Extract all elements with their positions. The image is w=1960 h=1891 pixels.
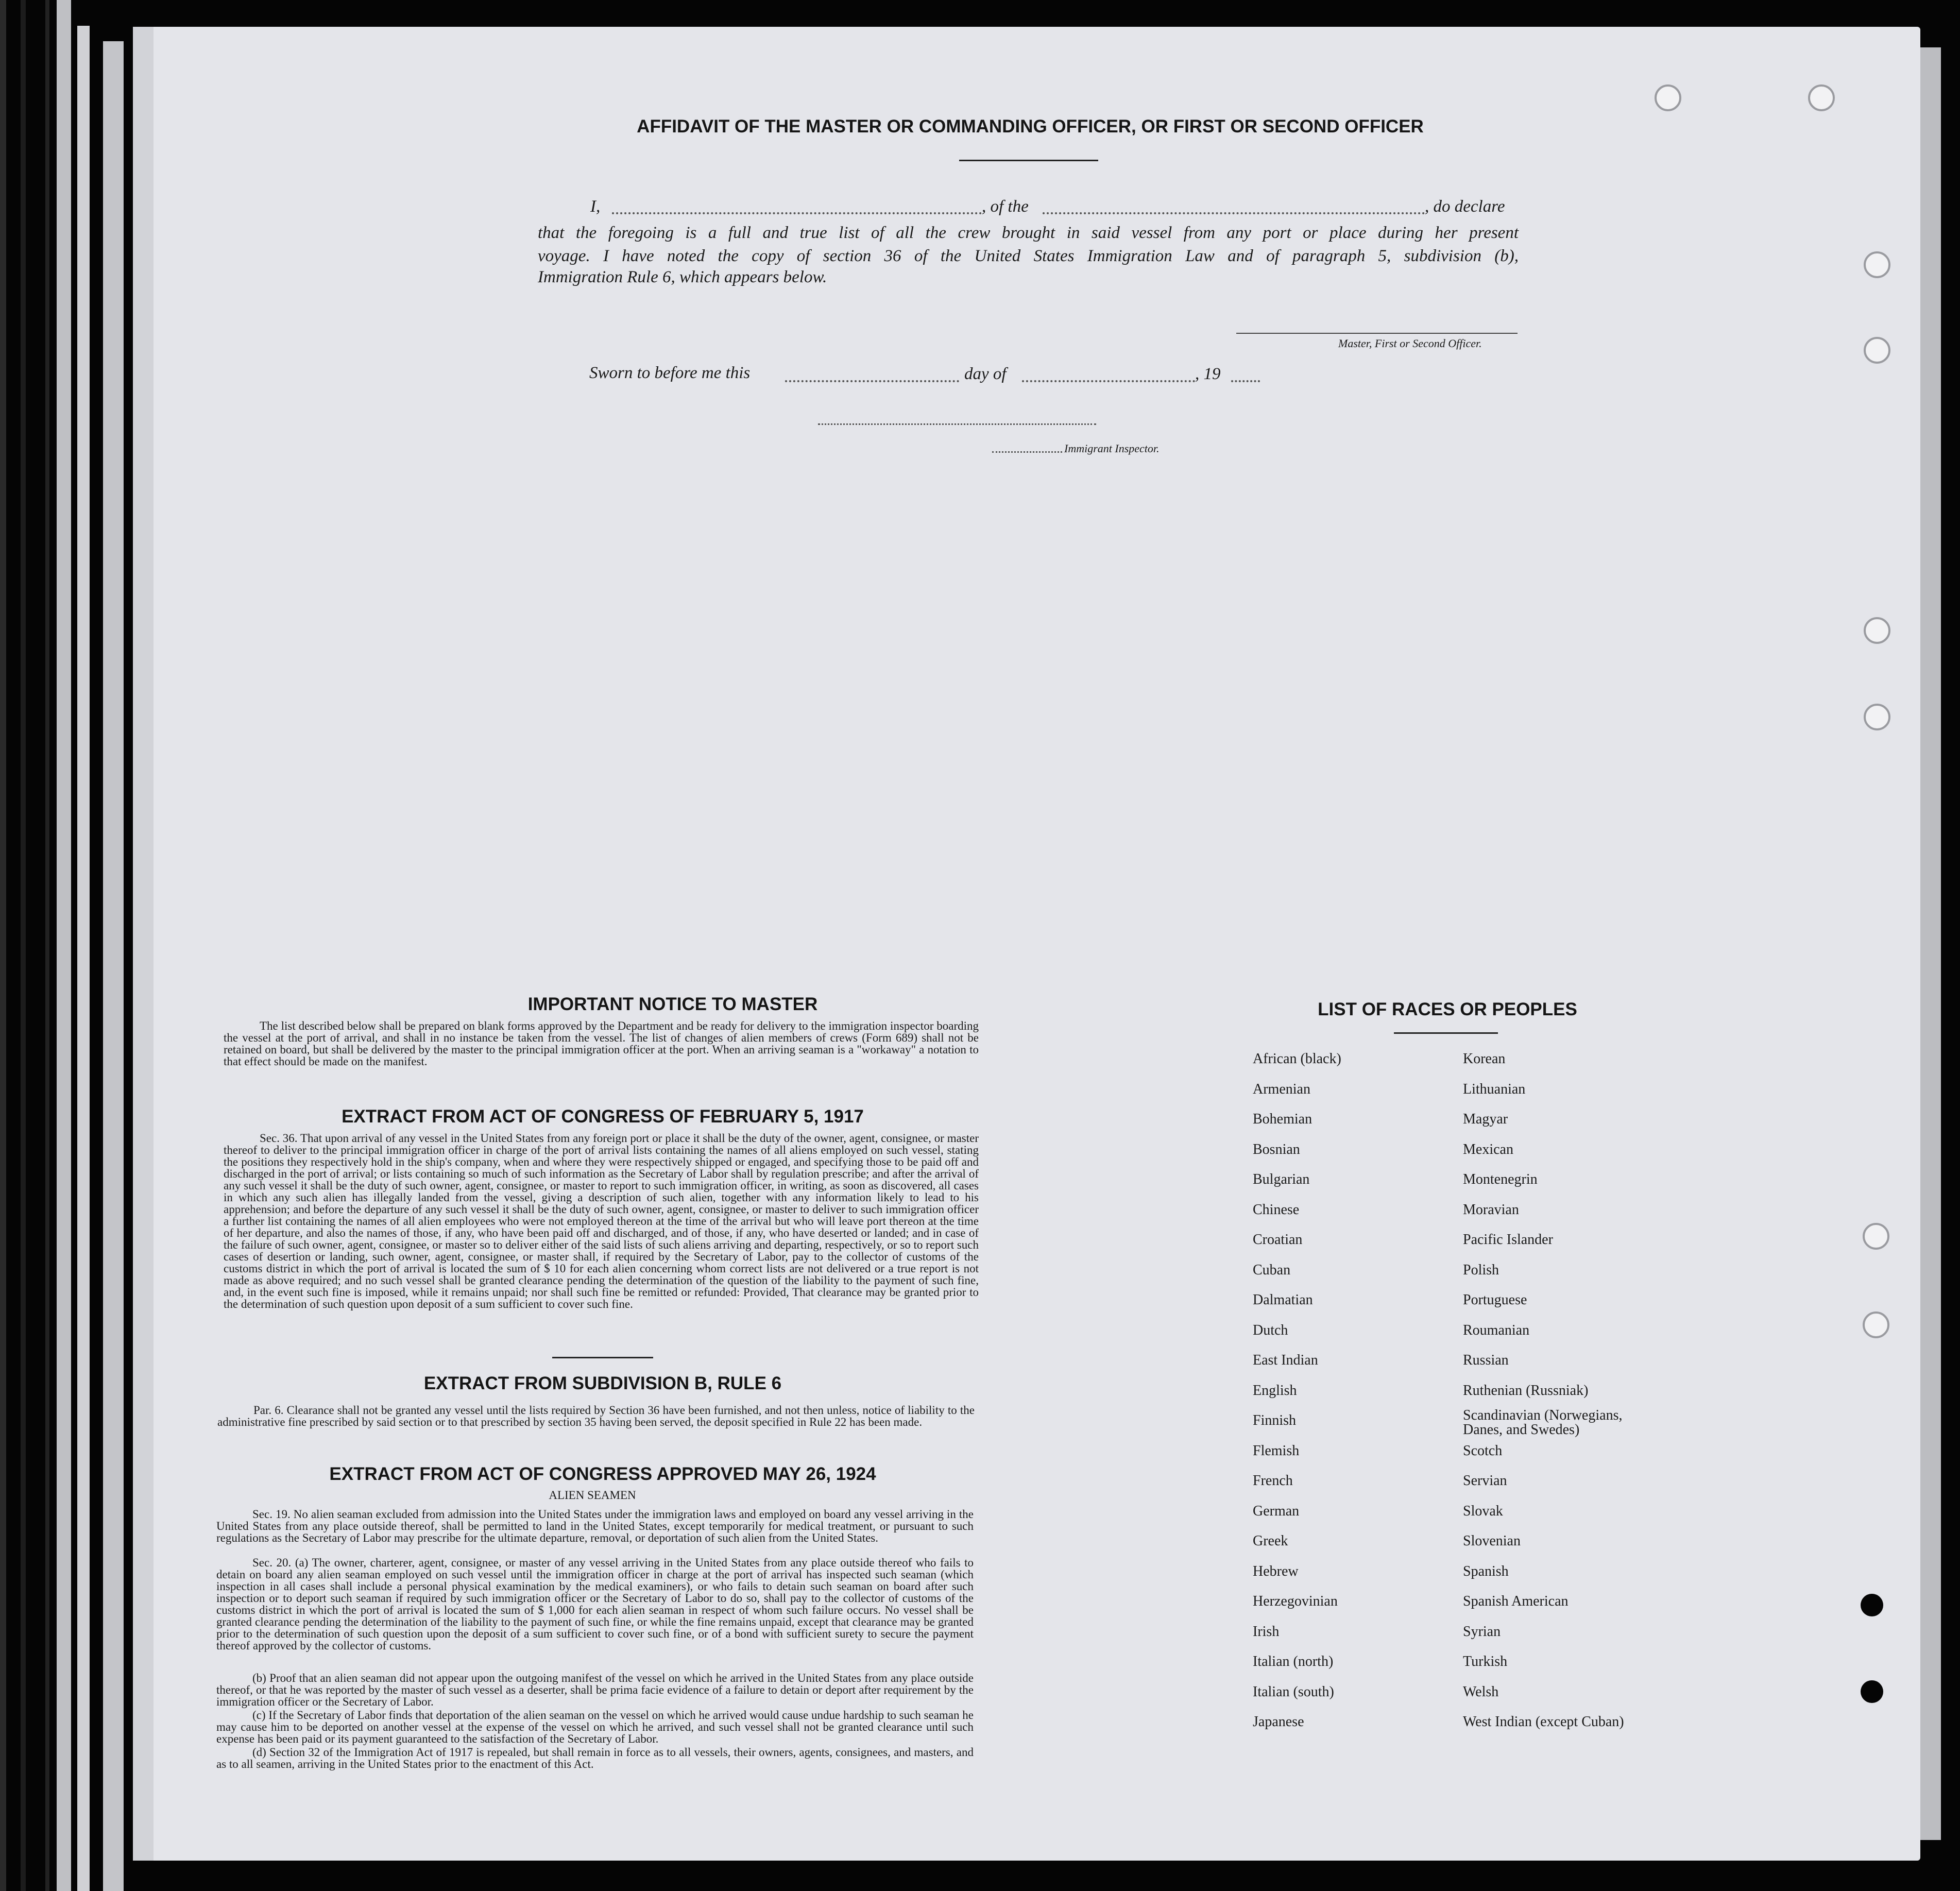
- notice-title: IMPORTANT NOTICE TO MASTER: [527, 994, 818, 1014]
- race-entry: Herzegovinian: [1253, 1593, 1338, 1609]
- race-entry: Croatian: [1253, 1232, 1303, 1248]
- punch-hole-icon: [1864, 704, 1890, 730]
- affidavit-title: AFFIDAVIT OF THE MASTER OR COMMANDING OFFICER, OR FIRST OR SECOND OFFICER: [637, 116, 1424, 137]
- sworn-label: Sworn to before me this: [589, 364, 751, 382]
- affidavit-text-line: Immigration Rule 6, which appears below.: [538, 268, 827, 286]
- section-divider: [552, 1357, 653, 1358]
- affidavit-text-line: that the foregoing is a full and true list of all the crew brought in said vessel from any port or place during her present: [538, 224, 1519, 242]
- extract-1924-sec20a: Sec. 20. (a) The owner, charterer, agent, consignee, or master of any vessel arriving in the United States from any place outside thereof who fails to detain on board any alien seaman employed on such vessel until the immigration officer in charge at the port of arrival has inspected such seaman (which inspection in all cases shall include a personal physical examination by the medical examiners), or who fails to detain such seaman on board after such inspection or to deport such seaman if required by such immigration officer or the Secretary of Labor to do so, shall pay to the collector of customs of the customs district in which the port of arrival is located the sum of $ 1,000 for each alien seaman in respect of whom such failure occurs. No vessel shall be granted clearance pending the determination of the liability to the payment of such fine, or while the fine remains unpaid, except that clearance may be granted prior to the determination of such question upon the deposit of a sum sufficient to cover such fine, or of a bond with sufficient surety to secure the payment thereof approved by the collector of customs.: [216, 1556, 974, 1652]
- title-underline: [959, 160, 1098, 161]
- extract-1924-title: EXTRACT FROM ACT OF CONGRESS APPROVED MAY 26, 1924: [329, 1464, 876, 1484]
- race-entry: Hebrew: [1253, 1563, 1299, 1579]
- page-fold: [133, 27, 154, 1861]
- signature-line[interactable]: [1236, 333, 1518, 334]
- race-entry: Italian (south): [1253, 1683, 1334, 1700]
- race-entry: Turkish: [1463, 1654, 1508, 1669]
- binder-edge: [103, 41, 124, 1891]
- race-entry: Ruthenian (Russniak): [1463, 1382, 1589, 1399]
- binder-edge: [57, 0, 71, 1891]
- punch-hole-icon: [1655, 84, 1681, 111]
- race-entry: Armenian: [1253, 1081, 1310, 1097]
- race-entry: Polish: [1463, 1262, 1499, 1278]
- race-entry: Portuguese: [1463, 1292, 1527, 1308]
- race-entry: Flemish: [1253, 1442, 1300, 1459]
- punch-hole-icon: [1864, 337, 1890, 364]
- signature-caption: Master, First or Second Officer.: [1338, 337, 1482, 350]
- race-entry: Finnish: [1253, 1412, 1297, 1428]
- punch-hole-icon: [1864, 617, 1890, 644]
- race-entry: Dutch: [1253, 1322, 1288, 1338]
- extract-rule6-body: Par. 6. Clearance shall not be granted any vessel until the lists required by Section 36 have been furnished, and not then unless, notice of liability to the administrative fine prescribed by said section or to that prescribed by section 35 having been served, the deposit specified in Rule 22 has been made.: [217, 1404, 975, 1428]
- sworn-year-blank[interactable]: [1231, 380, 1260, 382]
- race-entry: Mexican: [1463, 1141, 1513, 1157]
- race-entry: Welsh: [1463, 1683, 1499, 1700]
- race-entry: German: [1253, 1503, 1300, 1519]
- race-entry: Spanish American: [1463, 1593, 1569, 1609]
- sworn-day-blank[interactable]: [785, 380, 959, 382]
- affidavit-text-line: voyage. I have noted the copy of section 36 of the United States Immigration Law and of paragraph 5, subdivision (b),: [538, 247, 1519, 265]
- race-entry: Lithuanian: [1463, 1081, 1526, 1097]
- race-entry: Spanish: [1463, 1563, 1509, 1579]
- day-of-label: day of: [964, 365, 1007, 383]
- race-entry: Moravian: [1463, 1201, 1519, 1218]
- sworn-month-blank[interactable]: [1022, 380, 1195, 382]
- affidavit-i-label: I,: [590, 197, 601, 216]
- binder-edge: [21, 0, 26, 1891]
- race-entry: Korean: [1463, 1051, 1506, 1067]
- race-entry: Montenegrin: [1463, 1171, 1538, 1187]
- affidavit-declare-label: , do declare: [1425, 197, 1505, 216]
- page-edge: [1920, 47, 1941, 1840]
- extract-1924-sec19: Sec. 19. No alien seaman excluded from admission into the United States under the immigration laws and employed on board any vessel arriving in the United States from any place outside thereof, shall be permitted to land in the United States, except temporarily for medical treatment, or pursuant to such regulations as the Secretary of Labor may prescribe for the ultimate departure, removal, or deportation of such alien from the United States.: [216, 1508, 974, 1544]
- extract-1917-body: Sec. 36. That upon arrival of any vessel in the United States from any foreign port or place it shall be the duty of the owner, agent, consignee, or master thereof to deliver to the principal immigration officer in charge of the port of arrival lists containing the names of all aliens employed on such vessel, stating the positions they respectively hold in the ship's company, when and where they were respectively shipped or engaged, and specifying those to be paid off and discharged in the port of arrival; or lists containing so much of such information as the Secretary of Labor shall by regulation prescribe; and after the arrival of any such vessel it shall be the duty of such owner, agent, consignee, or master to report to such immigration officer, in writing, as soon as discovered, all cases in which any such alien has illegally landed from the vessel, giving a description of such alien, together with any information likely to lead to his apprehension; and before the departure of any such vessel it shall be the duty of such owner, agent, consignee, or master to deliver to such immigration officer a further list containing the names of all alien employees who were not employed thereon at the time of the arrival but who will leave port thereon at the time of her departure, and also the names of those, if any, who have been paid off and discharged, and of those, if any, who have deserted or landed; and in case of the failure of such owner, agent, consignee, or master so to deliver either of the said lists of such aliens arriving and departing, respectively, or so to report such cases of desertion or landing, such owner, agent, consignee, or master shall, if required by the Secretary of Labor, pay to the collector of customs of the customs district in which the port of arrival is located the sum of $ 10 for each alien concerning whom correct lists are not delivered or a true report is not made as above required; and no such vessel shall be granted clearance pending the determination of the question of the liability to the payment of such fine, and, in the event such fine is imposed, while it remains unpaid; nor shall such fine be remitted or refunded: Provided, That clearance may be granted prior to the determination of such question upon deposit of a sum sufficient to cover such fine.: [224, 1132, 979, 1310]
- race-entry: Italian (north): [1253, 1654, 1334, 1669]
- binder-edge: [0, 0, 6, 1891]
- binder-edge: [77, 26, 90, 1891]
- races-underline: [1394, 1032, 1498, 1034]
- punch-hole-icon: [1861, 1680, 1883, 1703]
- punch-hole-icon: [1863, 1223, 1889, 1250]
- extract-1924-subtitle: ALIEN SEAMEN: [549, 1489, 636, 1502]
- races-title: LIST OF RACES OR PEOPLES: [1318, 999, 1577, 1019]
- race-entry: Cuban: [1253, 1262, 1291, 1278]
- race-entry: Russian: [1463, 1352, 1509, 1368]
- race-entry: Chinese: [1253, 1201, 1300, 1218]
- year-prefix-label: , 19: [1195, 365, 1221, 383]
- extract-1924-sec20b: (b) Proof that an alien seaman did not appear upon the outgoing manifest of the vessel on which he arrived in the United States from any place outside thereof, or that he was reported by the master of such vessel as a deserter, shall be prima facie evidence of a failure to detain or deport after requirement by the immigration officer or the Secretary of Labor.: [216, 1672, 974, 1708]
- race-entry: Scotch: [1463, 1442, 1503, 1459]
- name-blank[interactable]: [612, 212, 982, 214]
- race-entry: Slovenian: [1463, 1533, 1521, 1549]
- extract-1917-title: EXTRACT FROM ACT OF CONGRESS OF FEBRUARY 5, 1917: [342, 1106, 864, 1127]
- binder-edge: [45, 0, 49, 1891]
- race-entry: Irish: [1253, 1623, 1280, 1640]
- race-entry: Magyar: [1463, 1111, 1508, 1127]
- race-entry: Japanese: [1253, 1714, 1304, 1730]
- punch-hole-icon: [1808, 84, 1835, 111]
- race-entry: Scandinavian (Norwegians, Danes, and Swedes): [1463, 1407, 1623, 1438]
- race-entry: Syrian: [1463, 1623, 1501, 1640]
- race-entry: West Indian (except Cuban): [1463, 1714, 1624, 1730]
- race-entry: Greek: [1253, 1533, 1288, 1549]
- race-entry: Slovak: [1463, 1503, 1503, 1519]
- race-entry: Bohemian: [1253, 1111, 1313, 1127]
- race-entry: East Indian: [1253, 1352, 1318, 1368]
- notice-body: The list described below shall be prepared on blank forms approved by the Department and be ready for delivery to the immigration inspector boarding the vessel at the port of arrival, and shall in no instance be taken from the vessel. The list of changes of alien members of crews (Form 689) shall not be retained on board, but shall be delivered by the master to the principal immigration officer at the port. When an arriving seaman is a "workaway" a notation to that effect should be made on the manifest.: [224, 1019, 979, 1068]
- race-entry: Bosnian: [1253, 1141, 1300, 1157]
- extract-rule6-title: EXTRACT FROM SUBDIVISION B, RULE 6: [423, 1373, 782, 1393]
- race-entry: French: [1253, 1473, 1293, 1489]
- race-entry: Dalmatian: [1253, 1292, 1313, 1308]
- race-entry: English: [1253, 1382, 1297, 1399]
- race-entry: Bulgarian: [1253, 1171, 1310, 1187]
- punch-hole-icon: [1861, 1594, 1883, 1616]
- extract-1924-sec20d: (d) Section 32 of the Immigration Act of 1917 is repealed, but shall remain in force as to all vessels, their owners, agents, consignees, and masters, and as to all seamen, arriving in the United States prior to the enactment of this Act.: [216, 1746, 974, 1770]
- vessel-blank[interactable]: [1043, 212, 1425, 214]
- punch-hole-icon: [1863, 1311, 1889, 1338]
- affidavit-of-the-label: , of the: [982, 197, 1029, 216]
- race-entry: Servian: [1463, 1473, 1507, 1489]
- race-entry: Pacific Islander: [1463, 1232, 1553, 1248]
- inspector-signature-line[interactable]: [818, 423, 1096, 425]
- extract-1924-sec20c: (c) If the Secretary of Labor finds that deportation of the alien seaman on the vessel on which he arrived would cause undue hardship to such seaman he may cause him to be deported on another vessel at the expense of the vessel on which he arrived, and such vessel shall not be granted clearance until such expense has been paid or its payment guaranteed to the satisfaction of the Secretary of Labor.: [216, 1709, 974, 1745]
- inspector-caption: Immigrant Inspector.: [1064, 442, 1160, 455]
- race-entry: African (black): [1253, 1051, 1341, 1067]
- inspector-dots: [992, 451, 1062, 453]
- race-entry: Roumanian: [1463, 1322, 1530, 1338]
- punch-hole-icon: [1864, 251, 1890, 278]
